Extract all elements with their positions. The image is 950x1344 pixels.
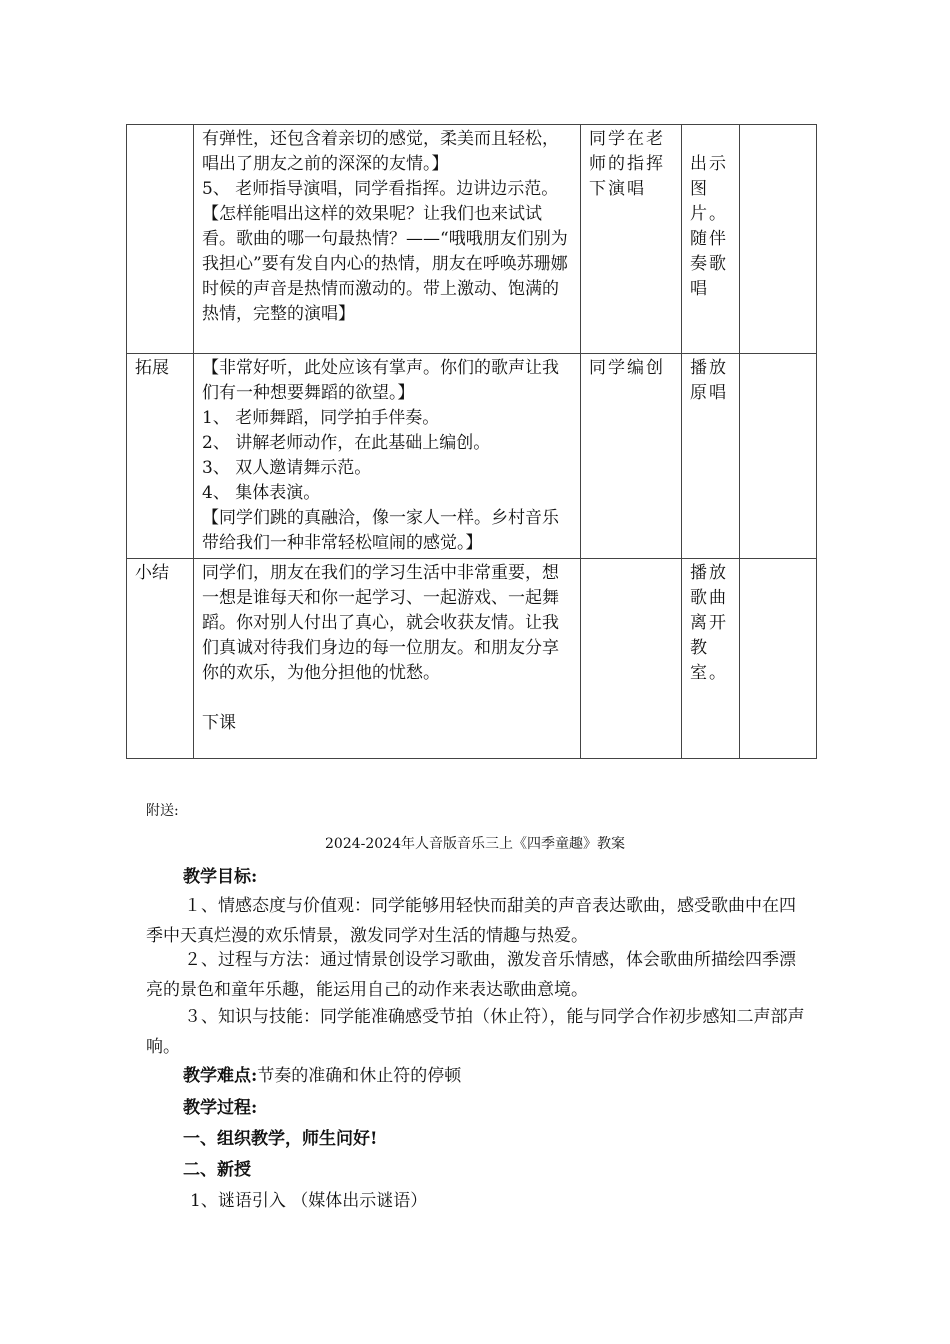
difficulty-label: 教学难点: bbox=[183, 1066, 258, 1086]
content-line: 2、 讲解老师动作，在此基础上编创。 bbox=[202, 433, 491, 453]
stage-cell: 拓展 bbox=[127, 354, 194, 559]
step-item: 1、谜语引入 （媒体出示谜语） bbox=[190, 1191, 428, 1211]
table-row bbox=[127, 354, 817, 559]
content-line: 【同学们跳的真融洽，像一家人一样。乡村音乐带给我们一种非常轻松喧闹的感觉。】 bbox=[202, 508, 559, 553]
content-cell bbox=[194, 354, 581, 559]
difficulty-text: 节奏的准确和休止符的停顿 bbox=[257, 1066, 462, 1086]
content-line: 下课 bbox=[202, 713, 236, 733]
goal-paragraph: １、情感态度与价值观：同学能够用轻快而甜美的声音表达歌曲，感受歌曲中在四季中天真烂漫的欢乐情景，激发同学对生活的情趣与热爱。 bbox=[146, 896, 796, 946]
content-line: 1、 老师舞蹈，同学拍手伴奏。 bbox=[202, 408, 440, 428]
table-row bbox=[127, 559, 817, 759]
step-heading: 一、组织教学，师生问好! bbox=[183, 1129, 378, 1149]
stage-cell: 小结 bbox=[127, 559, 194, 759]
student-activity-cell: 同学编创 bbox=[581, 354, 682, 559]
content-line: 【怎样能唱出这样的效果呢？让我们也来试试看。歌曲的哪一句最热情？——“哦哦朋友们别为我担心”要有发自内心的热情，朋友在呼唤苏珊娜时候的声音是热情而激动的。带上激动、饱满的热情，完整的演唱】 bbox=[202, 204, 568, 324]
note-cell bbox=[740, 559, 817, 759]
step-heading: 二、新授 bbox=[183, 1160, 251, 1180]
difficulty-line bbox=[183, 1061, 461, 1086]
attachment-label: 附送: bbox=[146, 803, 179, 819]
content-line: 3、 双人邀请舞示范。 bbox=[202, 458, 372, 478]
content-cell bbox=[194, 125, 581, 354]
media-cell: 播放歌曲离开教室。 bbox=[682, 559, 740, 759]
content-line bbox=[202, 686, 572, 711]
table-row bbox=[127, 125, 817, 354]
content-line: 4、 集体表演。 bbox=[202, 483, 321, 503]
content-line: 【非常好听，此处应该有掌声。你们的歌声让我们有一种想要舞蹈的欲望。】 bbox=[202, 358, 559, 403]
student-activity-cell: 同学在老师的指挥下演唱 bbox=[581, 125, 682, 354]
lesson-plan-table bbox=[126, 124, 817, 759]
content-line: 有弹性，还包含着亲切的感觉，柔美而且轻松，唱出了朋友之前的深深的友情。】 bbox=[202, 129, 559, 174]
goals-heading: 教学目标: bbox=[183, 867, 258, 887]
process-heading: 教学过程: bbox=[183, 1098, 258, 1118]
student-activity-cell bbox=[581, 559, 682, 759]
content-line: 同学们，朋友在我们的学习生活中非常重要，想一想是谁每天和你一起学习、一起游戏、一起舞蹈。你对别人付出了真心，就会收获友情。让我们真诚对待我们身边的每一位朋友。和朋友分享你的欢乐，为他分担他的忧愁。 bbox=[202, 563, 559, 683]
document-title: 2024-2024年人音版音乐三上《四季童趣》教案 bbox=[325, 836, 625, 852]
goal-paragraph: ３、知识与技能：同学能准确感受节拍（休止符），能与同学合作初步感知二声部声响。 bbox=[146, 1007, 805, 1057]
content-cell bbox=[194, 559, 581, 759]
note-cell bbox=[740, 125, 817, 354]
goal-paragraph: ２、过程与方法：通过情景创设学习歌曲，激发音乐情感，体会歌曲所描绘四季漂亮的景色和童年乐趣，能运用自己的动作来表达歌曲意境。 bbox=[146, 950, 796, 1000]
note-cell bbox=[740, 354, 817, 559]
media-cell: 出示图片。随伴奏歌唱 bbox=[682, 125, 740, 354]
media-cell: 播放原唱 bbox=[682, 354, 740, 559]
content-line: 5、 老师指导演唱，同学看指挥。边讲边示范。 bbox=[202, 179, 559, 199]
stage-cell bbox=[127, 125, 194, 354]
